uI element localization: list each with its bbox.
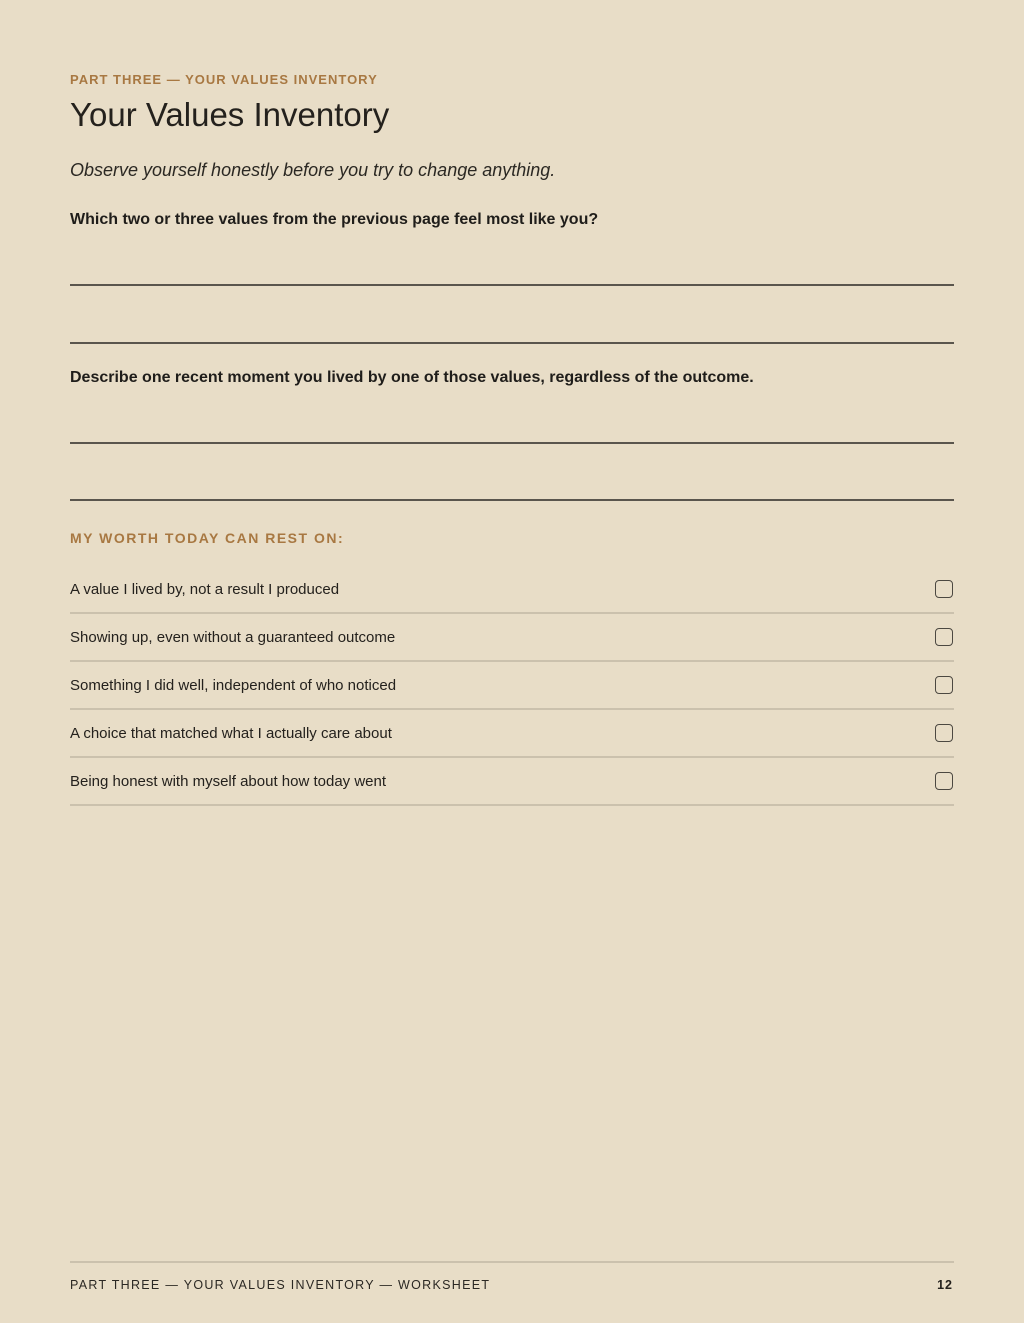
checklist-checkbox[interactable] xyxy=(935,772,953,790)
question-2-answer-line-2[interactable] xyxy=(70,499,954,501)
checklist-item-label: Showing up, even without a guaranteed outcome xyxy=(70,628,396,646)
checklist-item xyxy=(70,614,954,662)
footer-divider xyxy=(70,1261,954,1263)
page-subtitle: Observe yourself honestly before you try to change anything. xyxy=(70,160,556,180)
checklist-item xyxy=(70,566,954,614)
checklist-item-label: Something I did well, independent of who noticed xyxy=(70,676,397,694)
checklist-checkbox[interactable] xyxy=(935,628,953,646)
checklist-item-label: A choice that matched what I actually care about xyxy=(70,724,392,742)
page-title: Your Values Inventory xyxy=(70,96,390,133)
page-number: 12 xyxy=(937,1278,953,1292)
checklist-item xyxy=(70,758,954,806)
checklist-heading: MY WORTH TODAY CAN REST ON: xyxy=(70,530,345,546)
footer-running-title: PART THREE — YOUR VALUES INVENTORY — WORKSHEET xyxy=(70,1278,491,1292)
checklist-item-label: A value I lived by, not a result I produced xyxy=(70,580,340,598)
checklist-item xyxy=(70,662,954,710)
checklist-item-label: Being honest with myself about how today went xyxy=(70,772,387,790)
checklist-checkbox[interactable] xyxy=(935,580,953,598)
question-1-answer-line-2[interactable] xyxy=(70,342,954,344)
worth-checklist xyxy=(70,566,954,806)
question-2-prompt: Describe one recent moment you lived by one of those values, regardless of the outcome. xyxy=(70,369,754,386)
checklist-checkbox[interactable] xyxy=(935,724,953,742)
question-1-answer-line-1[interactable] xyxy=(70,284,954,286)
checklist-item xyxy=(70,710,954,758)
question-2-answer-line-1[interactable] xyxy=(70,442,954,444)
checklist-checkbox[interactable] xyxy=(935,676,953,694)
question-1-prompt: Which two or three values from the previous page feel most like you? xyxy=(70,211,599,228)
section-eyebrow: PART THREE — YOUR VALUES INVENTORY xyxy=(70,72,378,87)
